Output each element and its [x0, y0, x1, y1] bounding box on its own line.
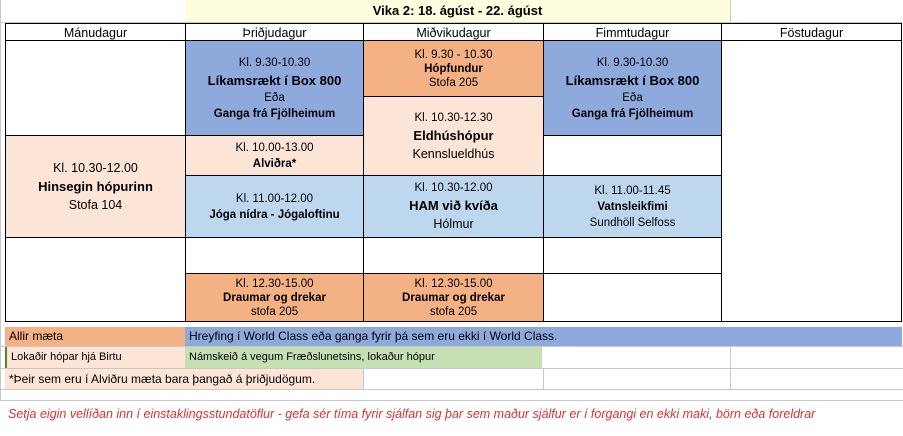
- event-time: Kl. 11.00-12.00: [235, 192, 314, 205]
- event-eldhushopur: [363, 96, 544, 176]
- event-location: Hólmur: [433, 217, 474, 231]
- event-subtitle: Eða: [264, 91, 285, 104]
- empty-slot-thursday-3: [543, 273, 722, 322]
- footer-note: Setja eigin vellíðan inn í einstaklingsstundatöflur - gefa sér tíma fyrir sjálfan sig þar sem maður sjálfur er í forgangi en ekki maki, börn eða foreldrar: [8, 407, 816, 421]
- legend-alvidra-note: *Þeir sem eru í Alviðru mæta bara þangað á þriðjudögum.: [5, 369, 363, 389]
- page-title: Vika 2: 18. ágúst - 22. ágúst: [372, 3, 543, 18]
- event-title: Vatnsleikfimi: [597, 200, 668, 213]
- event-title: Líkamsrækt í Box 800: [207, 72, 342, 88]
- event-title: Hópfundur: [424, 62, 483, 75]
- legend-allir-text: Hreyfing í World Class eða ganga fyrir þá sem eru ekki í World Class.: [185, 327, 902, 346]
- event-alternative: Ganga frá Fjölheimum: [213, 107, 336, 120]
- event-title: Draumar og drekar: [223, 291, 326, 304]
- event-alternative: Ganga frá Fjölheimum: [571, 107, 694, 120]
- event-location: Stofa 104: [68, 198, 123, 212]
- event-time: Kl. 11.00-11.45: [594, 184, 671, 197]
- day-header-tuesday: Þriðjudagur: [185, 23, 363, 41]
- event-likamsraekt-tuesday: [185, 40, 364, 136]
- event-joga-nidra: [185, 175, 364, 238]
- event-location: Sundhöll Selfoss: [589, 216, 676, 229]
- friday-column: [721, 40, 902, 322]
- event-ham-vid-kvida: [363, 175, 544, 238]
- event-title: Líkamsrækt í Box 800: [565, 72, 700, 88]
- day-header-thursday: Fimmtudagur: [543, 23, 721, 41]
- day-header-monday: Mánudagur: [5, 23, 185, 41]
- legend-lokadir-label: Lokaðir hópar hjá Birtu: [5, 347, 185, 368]
- event-likamsraekt-thursday: [543, 40, 722, 136]
- day-header-friday: Föstudagur: [721, 23, 902, 41]
- empty-slot-thursday-1: [543, 135, 722, 176]
- event-time: Kl. 10.30-12.30: [414, 111, 493, 124]
- event-time: Kl. 10.30-12.00: [53, 161, 138, 175]
- legend-allir-label: Allir mæta: [5, 327, 185, 346]
- event-time: Kl. 10.30-12.00: [414, 182, 493, 194]
- event-draumar-wednesday: [363, 273, 544, 322]
- event-title: Hinsegin hópurinn: [38, 179, 153, 194]
- event-title: Eldhúshópur: [413, 127, 494, 143]
- event-title: Draumar og drekar: [402, 291, 505, 304]
- event-time: Kl. 10.00-13.00: [235, 141, 314, 154]
- event-location: Kennslueldhús: [412, 146, 495, 161]
- event-time: Kl. 9.30 - 10.30: [414, 48, 493, 61]
- event-subtitle: Eða: [622, 91, 643, 104]
- event-hinsegin-hopurinn: [5, 135, 186, 238]
- empty-slot-wednesday: [363, 237, 544, 274]
- event-vatnsleikfimi: [543, 175, 722, 238]
- event-location: stofa 205: [250, 305, 299, 318]
- event-location: Stofa 205: [428, 76, 479, 89]
- day-header-wednesday: Miðvikudagur: [363, 23, 543, 41]
- legend-lokadir-text: Námskeið á vegum Fræðslunetsins, lokaður hópur: [185, 347, 542, 368]
- event-draumar-tuesday: [185, 273, 364, 322]
- event-time: Kl. 12.30-15.00: [414, 277, 493, 290]
- event-time: Kl. 9.30-10.30: [596, 56, 669, 69]
- empty-slot-thursday-2: [543, 237, 722, 274]
- event-alvidra: [185, 135, 364, 176]
- event-location: stofa 205: [429, 305, 478, 318]
- event-title: HAM við kvíða: [409, 198, 498, 213]
- empty-slot-tuesday: [185, 237, 364, 274]
- event-hopfundur: [363, 40, 544, 97]
- event-time: Kl. 9.30-10.30: [238, 56, 311, 69]
- event-time: Kl. 12.30-15.00: [235, 277, 314, 290]
- event-title: Jóga nídra - Jógaloftinu: [209, 208, 340, 221]
- event-title: Alviðra*: [252, 157, 297, 170]
